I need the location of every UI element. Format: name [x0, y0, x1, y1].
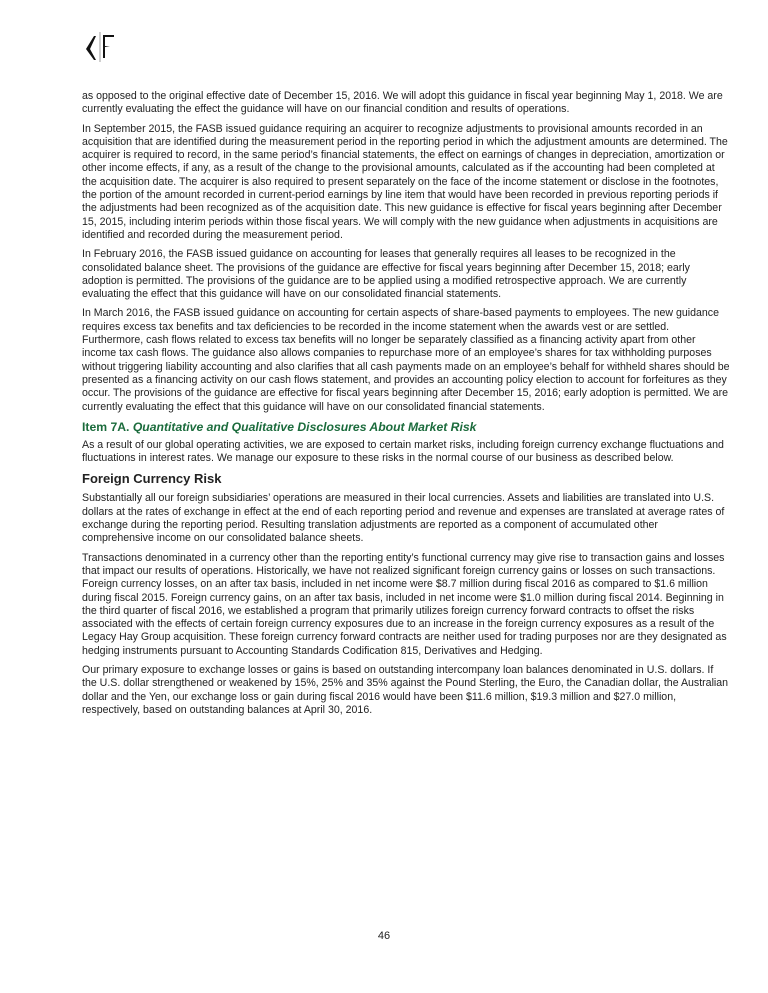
kf-logo-icon: [84, 30, 124, 64]
page-number: 46: [377, 930, 391, 942]
subheading-foreign-currency-risk: Foreign Currency Risk: [82, 471, 222, 487]
paragraph: Our primary exposure to exchange losses or gains is based on outstanding intercompany loan balances denominated in U.S. dollars. If the U.S. dollar strengthened or weakened by 15%, 25% and 35% against the Pound Sterling, the Euro, the Canadian dollar, the Australian dollar and the Yen, our exchange loss or gain during fiscal 2016 would have been $11.6 million, $19.3 million and $27.0 million, respectively, based on outstanding balances at April 30, 2016.: [82, 663, 729, 716]
paragraph: In February 2016, the FASB issued guidance on accounting for leases that generally requires all leases to be recognized in the consolidated balance sheet. The provisions of the guidance are effective for fiscal years beginning after December 15, 2018; early adoption is permitted. The provisions of the guidance are to be applied using a modified retrospective approach. We are currently evaluating the effect that this guidance will have on our consolidated financial statements.: [82, 248, 690, 301]
item-number: Item 7A.: [82, 419, 133, 434]
paragraph: Transactions denominated in a currency other than the reporting entity’s functional currency may give rise to transaction gains and losses that impact our results of operations. Historically, we have not realized significant foreign currency gains or losses on such transactions. Foreign currency losses, on an after tax basis, included in net income were $8.7 million during fiscal 2016 as compared to $1.6 million during fiscal 2015. Foreign currency gains, on an after tax basis, included in net income were $1.0 million during fiscal 2014. Beginning in the third quarter of fiscal 2016, we established a program that primarily utilizes foreign currency forward contracts to offset the risks associated with the effects of certain foreign currency exposures due to an increase in the foreign currency exposures as a result of the Legacy Hay Group acquisition. These foreign currency forward contracts are neither used for trading purposes nor are they designated as hedging instruments pursuant to Accounting Standards Codification 815, Derivatives and Hedging.: [82, 551, 727, 657]
paragraph: In March 2016, the FASB issued guidance on accounting for certain aspects of share-based payments to employees. The new guidance requires excess tax benefits and tax deficiencies to be recorded in the income statement when the awards vest or are settled. Furthermore, cash flows related to excess tax benefits will no longer be separately classified as a financing activity apart from other income tax cash flows. The guidance also allows companies to repurchase more of an employee’s shares for tax withholding purposes without triggering liability accounting and also clarifies that all cash payments made on an employee’s behalf for withheld shares should be presented as a financing activity on our cash flows statement, and provides an accounting policy election to account for forfeitures as they occur. The provisions of the guidance are effective for fiscal years beginning after December 15, 2016; early adoption is permitted. We are currently evaluating the effect that this guidance will have on our consolidated financial statements.: [82, 307, 730, 413]
paragraph: As a result of our global operating activities, we are exposed to certain market risks, including foreign currency exchange fluctuations and fluctuations in interest rates. We manage our exposure to these risks in the normal course of our business as described below.: [82, 438, 724, 465]
paragraph: Substantially all our foreign subsidiaries’ operations are measured in their local currencies. Assets and liabilities are translated into U.S. dollars at the rates of exchange in effect at the end of each reporting period and revenue and expenses are translated at average rates of exchange during the reporting period. Resulting translation adjustments are reported as a component of accumulated other comprehensive income on our consolidated balance sheets.: [82, 492, 725, 545]
paragraph: as opposed to the original effective date of December 15, 2016. We will adopt this guidance in fiscal year beginning May 1, 2018. We are currently evaluating the effect the guidance will have on our financial condition and results of operations.: [82, 90, 723, 116]
document-body: [82, 90, 730, 723]
section-heading-item-7a: [82, 420, 730, 434]
paragraph: In September 2015, the FASB issued guidance requiring an acquirer to recognize adjustments to provisional amounts recorded in an acquisition that are identified during the measurement period in the reporting period in which the adjustment amounts are determined. The acquirer is required to record, in the same period’s financial statements, the effect on earnings of changes in depreciation, amortization or other income effects, if any, as a result of the change to the provisional amounts, calculated as if the accounting had been completed at the acquisition date. The acquirer is also required to present separately on the face of the income statement or disclose in the footnotes, the portion of the amount recorded in current-period earnings by line item that would have been recorded in previous reporting periods if the adjustments had been recognized as of the acquisition date. This new guidance is effective for fiscal years beginning after December 15, 2015, including interim periods within those fiscal years. We will comply with the new guidance when adjustments in acquisitions are identified and recorded during the measurement period.: [82, 122, 728, 241]
item-title: Quantitative and Qualitative Disclosures About Market Risk: [132, 419, 477, 434]
company-logo: [84, 30, 124, 69]
